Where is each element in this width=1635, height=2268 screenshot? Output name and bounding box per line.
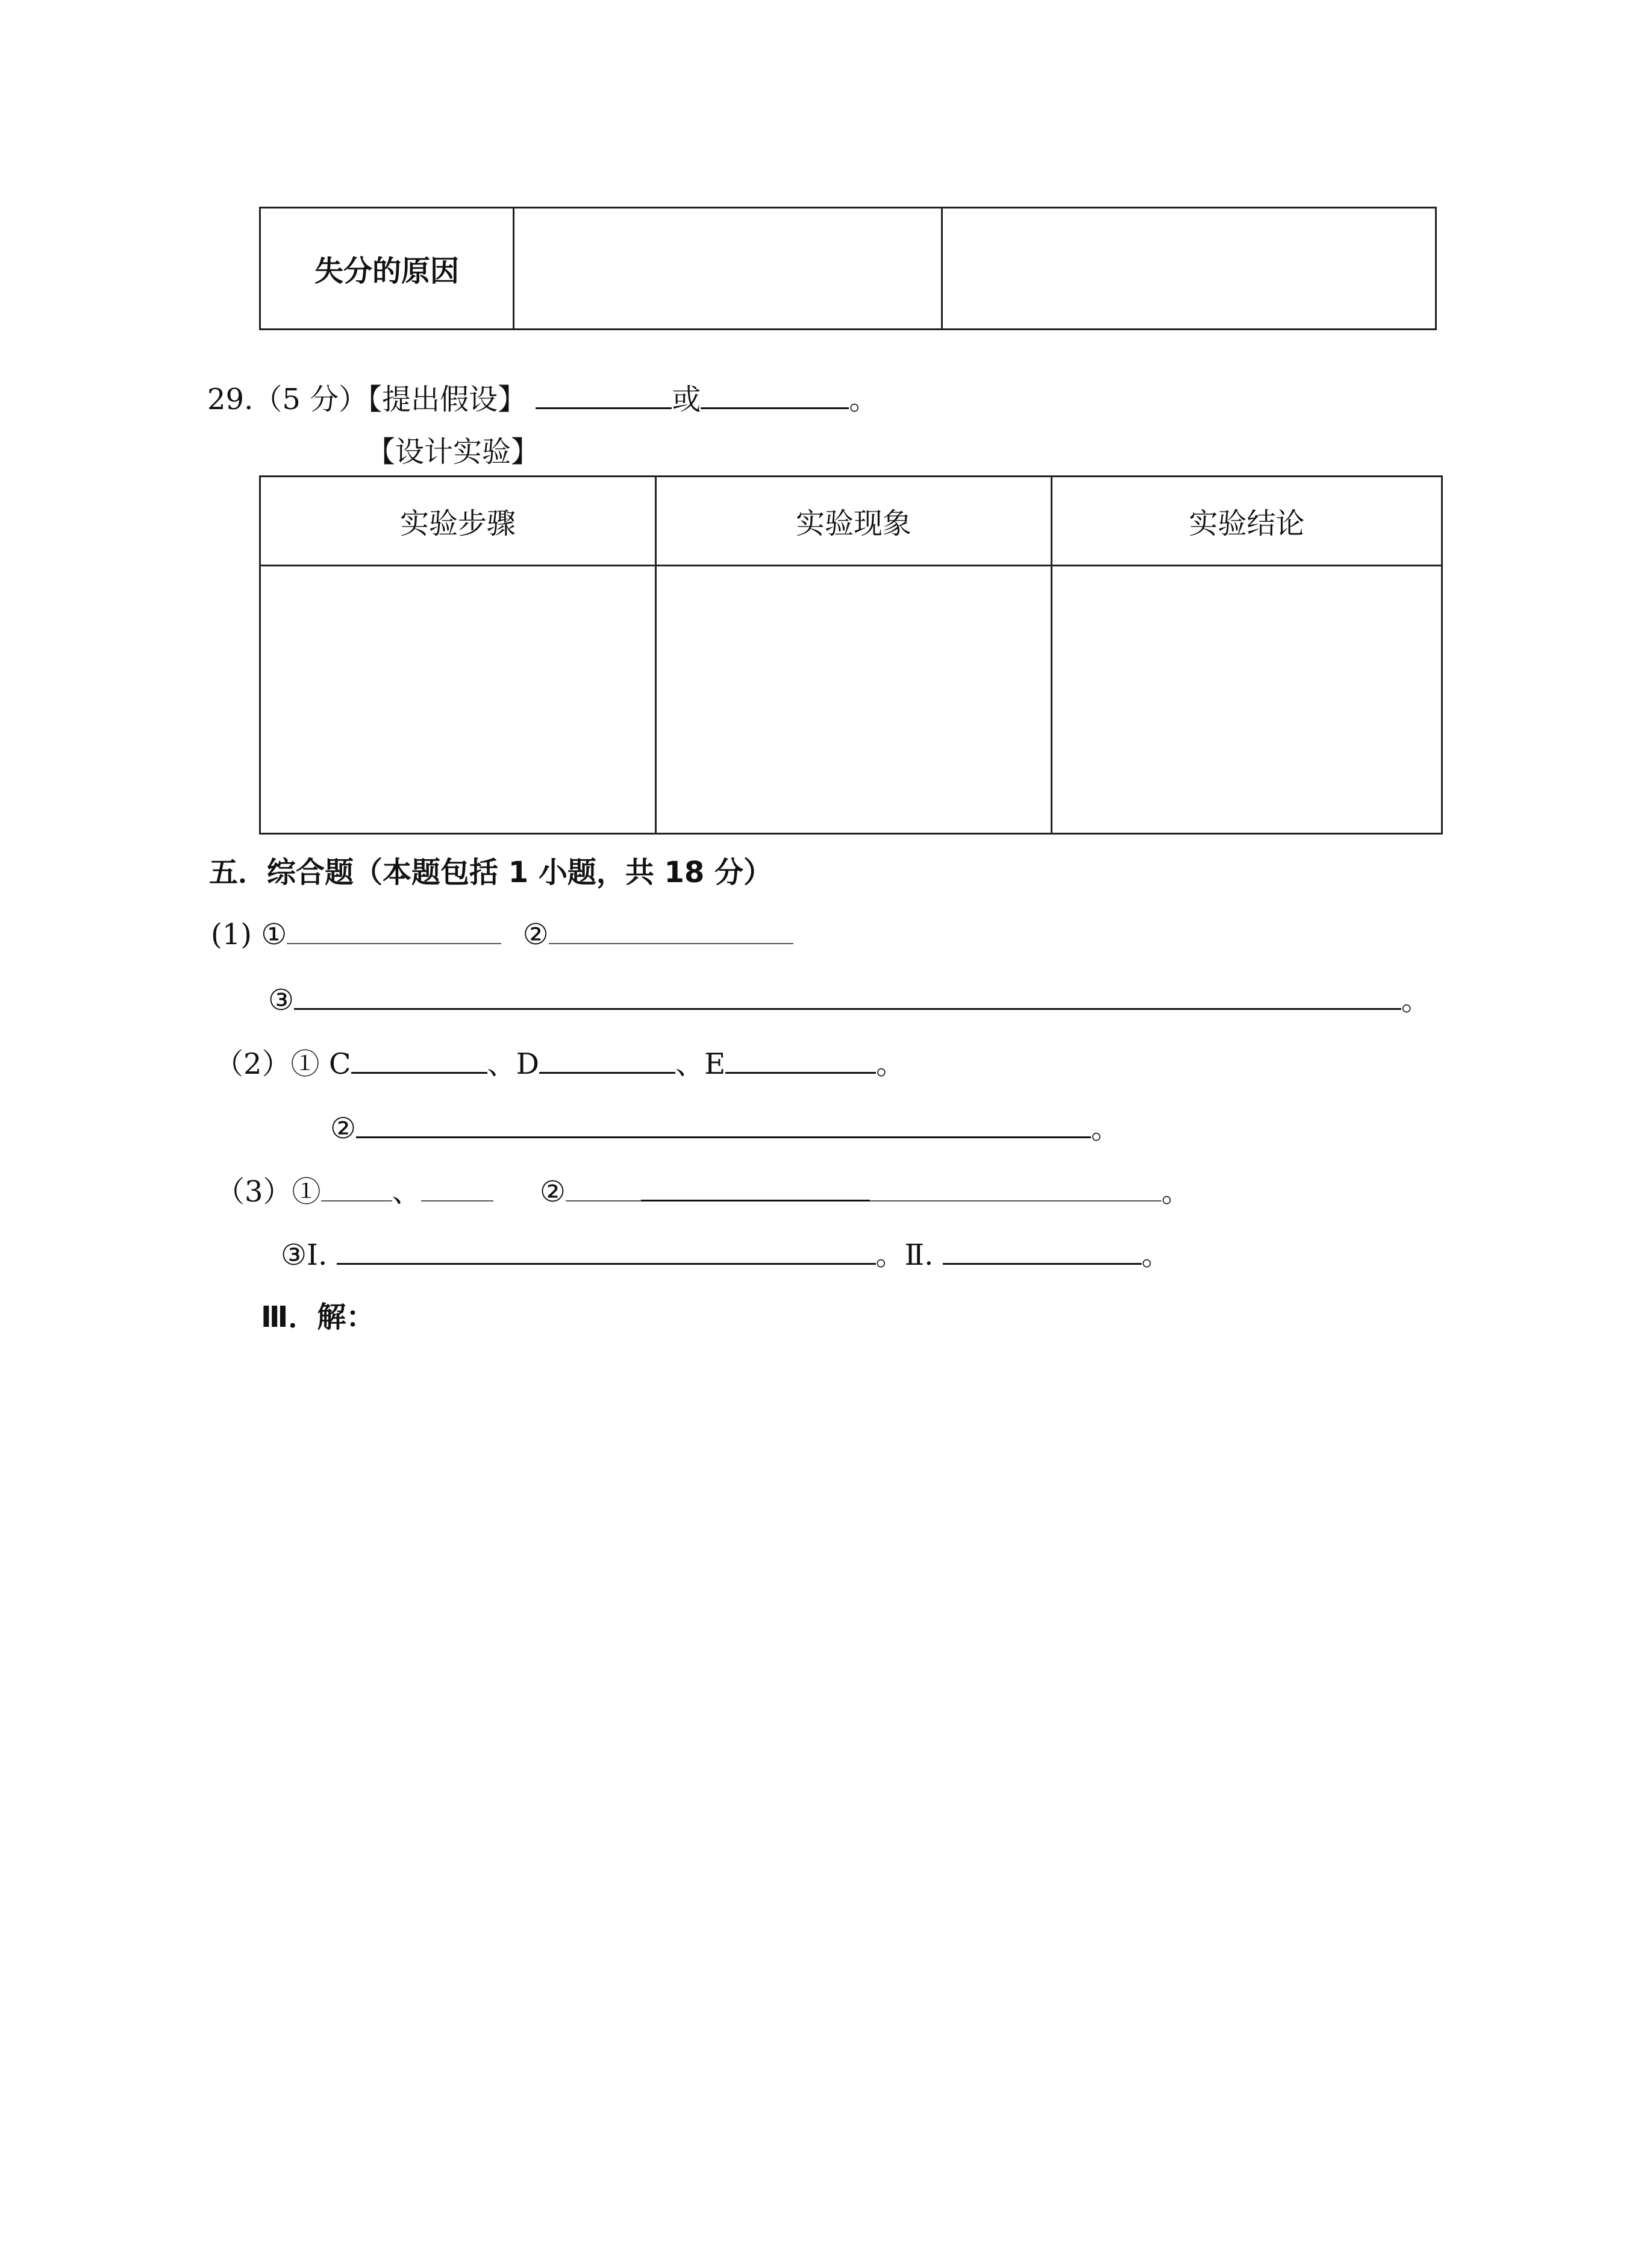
reason-cell-1[interactable] bbox=[514, 208, 942, 330]
p3-c3: ③ bbox=[281, 1238, 307, 1272]
p3-blank-2c[interactable] bbox=[870, 1200, 1161, 1201]
reason-table bbox=[259, 207, 1437, 330]
phenomena-cell[interactable] bbox=[656, 566, 1052, 834]
p3-roman1: Ⅰ. bbox=[307, 1238, 328, 1272]
p2-blank-d[interactable] bbox=[539, 1072, 675, 1074]
p3-blank-i[interactable] bbox=[337, 1263, 876, 1265]
p1-c3: ③ bbox=[268, 983, 295, 1017]
p1-c1: ① bbox=[261, 918, 287, 951]
p3-label: （3） bbox=[216, 1175, 292, 1209]
header-conclusion: 实验结论 bbox=[1052, 477, 1442, 566]
p1-line-3 bbox=[268, 983, 1430, 1017]
p3-c2: ② bbox=[539, 1175, 566, 1209]
header-phenomena: 实验现象 bbox=[656, 477, 1052, 566]
hypothesis-blank-1[interactable] bbox=[536, 407, 672, 409]
p2-e-label: E bbox=[704, 1047, 726, 1081]
hypothesis-label: 【提出假设】 bbox=[367, 383, 527, 416]
steps-cell[interactable] bbox=[260, 566, 656, 834]
p3-blank-1b[interactable] bbox=[421, 1200, 493, 1201]
section5-title: 五．综合题（本题包括 1 小题，共 18 分） bbox=[209, 856, 773, 889]
p2-blank-2[interactable] bbox=[356, 1136, 1091, 1138]
q29-hypothesis-line bbox=[207, 383, 878, 416]
p2-c-label: C bbox=[328, 1047, 351, 1081]
p3-blank-2a[interactable] bbox=[566, 1200, 641, 1201]
conclusion-cell[interactable] bbox=[1052, 566, 1442, 834]
q29-number: 29.（5 分） bbox=[207, 383, 368, 416]
p2-line-2 bbox=[330, 1112, 1120, 1145]
p3-line-2 bbox=[281, 1238, 1171, 1272]
design-label: 【设计实验】 bbox=[366, 435, 540, 469]
reason-cell-2[interactable] bbox=[942, 208, 1436, 330]
p3-c1: ① bbox=[292, 1175, 321, 1209]
p3-blank-2b[interactable] bbox=[641, 1200, 870, 1201]
p3-end: 。 bbox=[1161, 1175, 1190, 1209]
p3-line-1 bbox=[216, 1175, 1190, 1209]
p2-c1: ① bbox=[290, 1047, 320, 1081]
q29-period: 。 bbox=[849, 383, 878, 416]
p1-label: (1) bbox=[211, 918, 252, 951]
p3-end2: 。 bbox=[1141, 1238, 1171, 1272]
p2-blank-c[interactable] bbox=[351, 1072, 487, 1074]
p2-sep2: 、 bbox=[675, 1047, 705, 1081]
p3-blank-ii[interactable] bbox=[943, 1263, 1142, 1265]
p1-c2: ② bbox=[522, 918, 549, 951]
p2-end2: 。 bbox=[1091, 1112, 1121, 1145]
p3-sep: 、 bbox=[392, 1175, 421, 1209]
p1-line bbox=[211, 918, 793, 951]
p3-blank-1a[interactable] bbox=[321, 1200, 392, 1201]
p1-end: 。 bbox=[1401, 983, 1431, 1017]
experiment-table bbox=[259, 475, 1443, 835]
hypothesis-blank-2[interactable] bbox=[701, 407, 849, 409]
p1-blank-1[interactable] bbox=[287, 943, 501, 944]
header-steps: 实验步骤 bbox=[260, 477, 656, 566]
p1-blank-2[interactable] bbox=[549, 943, 793, 944]
p2-blank-e[interactable] bbox=[725, 1072, 876, 1074]
loss-reason-label: 失分的原因 bbox=[260, 208, 514, 330]
p3-roman2: Ⅱ. bbox=[904, 1238, 934, 1272]
p2-c2: ② bbox=[330, 1112, 357, 1145]
p2-sep1: 、 bbox=[487, 1047, 516, 1081]
p1-blank-3[interactable] bbox=[294, 1008, 1401, 1010]
p2-label: （2） bbox=[214, 1047, 291, 1081]
p3-roman3: Ⅲ．解： bbox=[261, 1300, 375, 1334]
or-text: 或 bbox=[672, 383, 701, 416]
p2-end: 。 bbox=[876, 1047, 905, 1081]
p2-line-1 bbox=[214, 1047, 905, 1081]
p2-d-label: D bbox=[516, 1047, 540, 1081]
p3-end1: 。 bbox=[875, 1238, 905, 1272]
